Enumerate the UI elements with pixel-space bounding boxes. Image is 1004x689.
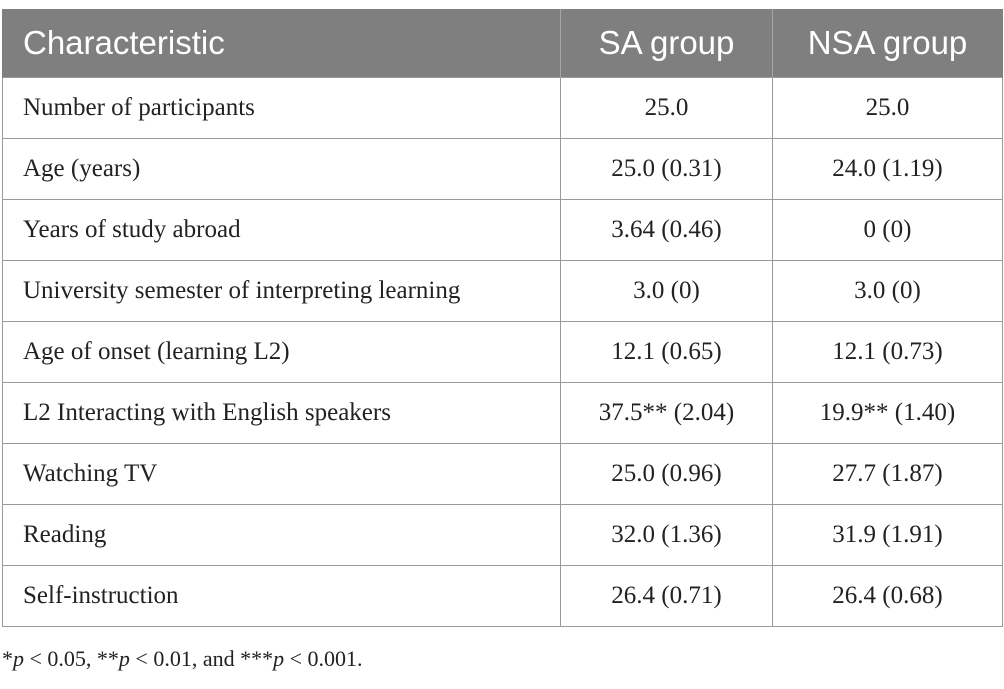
sa-value: 3.0 (0) [561, 261, 773, 322]
table-row [3, 261, 1003, 322]
nsa-value: 26.4 (0.68) [773, 566, 1003, 627]
row-label: Number of participants [3, 78, 561, 139]
nsa-value: 27.7 (1.87) [773, 444, 1003, 505]
sa-value: 37.5** (2.04) [561, 383, 773, 444]
header-sa-group: SA group [561, 9, 773, 78]
sa-value: 26.4 (0.71) [561, 566, 773, 627]
nsa-value: 24.0 (1.19) [773, 139, 1003, 200]
footnote-threshold-3: < 0.001. [284, 646, 363, 671]
sa-value: 25.0 [561, 78, 773, 139]
table-row [3, 505, 1003, 566]
row-label: Years of study abroad [3, 200, 561, 261]
row-label: Watching TV [3, 444, 561, 505]
row-label: Reading [3, 505, 561, 566]
header-row [3, 9, 1003, 78]
footnote-p-symbol: p [13, 646, 24, 671]
footnote-threshold-2: < 0.01, and [129, 646, 241, 671]
table-row [3, 444, 1003, 505]
nsa-value: 31.9 (1.91) [773, 505, 1003, 566]
table-row [3, 322, 1003, 383]
table-body [3, 78, 1003, 627]
significance-footnote [2, 646, 363, 672]
footnote-p-symbol: p [118, 646, 130, 671]
sa-value: 3.64 (0.46) [561, 200, 773, 261]
footnote-star-3: *** [240, 646, 274, 671]
nsa-value: 0 (0) [773, 200, 1003, 261]
header-characteristic: Characteristic [3, 9, 561, 78]
sa-value: 25.0 (0.96) [561, 444, 773, 505]
sa-value: 32.0 (1.36) [561, 505, 773, 566]
characteristics-table-container [2, 9, 1002, 627]
row-label: Age (years) [3, 139, 561, 200]
row-label: University semester of interpreting learning [3, 261, 561, 322]
header-nsa-group: NSA group [773, 9, 1003, 78]
footnote-star-1: * [2, 646, 13, 671]
footnote-threshold-1: < 0.05, [24, 646, 97, 671]
table-row [3, 139, 1003, 200]
nsa-value: 3.0 (0) [773, 261, 1003, 322]
characteristics-table [2, 9, 1003, 627]
table-row [3, 383, 1003, 444]
table-row [3, 566, 1003, 627]
row-label: Age of onset (learning L2) [3, 322, 561, 383]
footnote-star-2: ** [96, 646, 119, 671]
footnote-p-symbol: p [273, 646, 285, 671]
sa-value: 12.1 (0.65) [561, 322, 773, 383]
row-label: L2 Interacting with English speakers [3, 383, 561, 444]
table-row [3, 200, 1003, 261]
sa-value: 25.0 (0.31) [561, 139, 773, 200]
row-label: Self-instruction [3, 566, 561, 627]
table-header [3, 9, 1003, 78]
nsa-value: 19.9** (1.40) [773, 383, 1003, 444]
nsa-value: 25.0 [773, 78, 1003, 139]
nsa-value: 12.1 (0.73) [773, 322, 1003, 383]
table-row [3, 78, 1003, 139]
